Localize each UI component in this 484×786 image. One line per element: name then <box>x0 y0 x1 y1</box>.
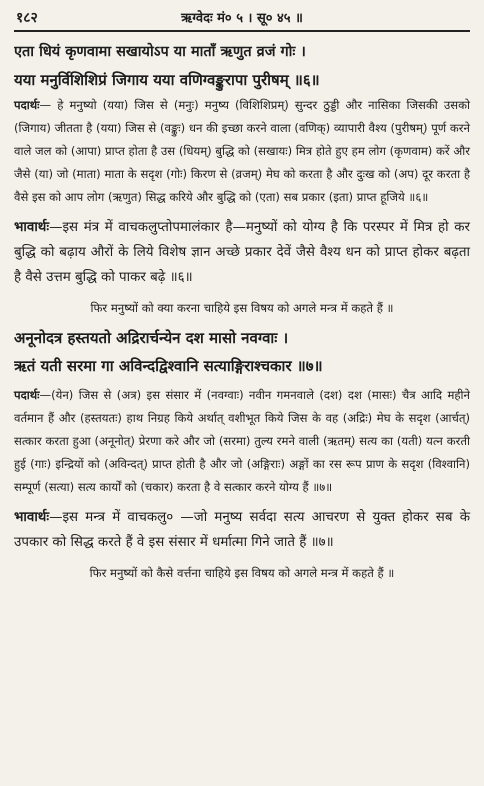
bhavartha-7-text: —इस मन्त्र में वाचकलु० —जो मनुष्य सर्वदा सत्य आचरण से युक्त होकर सब के उपकार को सिद्ध करते हैं वे इस संसार में धर्मात्मा गिने जाते हैं ॥७॥ <box>14 510 470 550</box>
transition-note-2: फिर मनुष्यों को कैसे वर्त्तना चाहिये इस विषय को अगले मन्त्र में कहते हैं ॥ <box>89 566 395 580</box>
padartha-7-text: —(येन) जिस से (अत्र) इस संसार में (नवग्वाः) नवीन गमनवाले (दश) दश (मासः) चैत्र आदि महीने वर्तमान हैं और (हस्तयतः) हाथ निग्रह किये अर्थात् वशीभूत किये जिस के वह (अद्रिः) मेघ के सदृश (आर्चत्) सत्कार करता हुआ (अनूनोत्) प्रेरणा करे और जो (सरमा) तुल्य रमने वाली (ऋतम्) सत्य का (यती) यत्न करती हुई (गाः) इन्द्रियों को (अविन्दत्) प्राप्त होती है और जो (अङ्गिराः) अङ्गों का रस रूप प्राण के सदृश (विश्वानि) सम्पूर्ण (सत्या) सत्य कार्यों को (चकार) करता है वे सत्कार करने योग्य हैं ॥७॥ <box>14 388 470 494</box>
padartha-6-text: — हे मनुष्यो (यया) जिस से (मनुः) मनुष्य (विशिशिप्रम्) सुन्दर ठुड्डी और नासिका जिसकी उसको (जिगाय) जीतता है (यया) जिस से (वङ्कुः) धन की इच्छा करने वाला (वणिक्) व्यापारी वैश्य (पुरीषम्) पूर्ण करने वाले जल को (आपा) प्राप्त होता है उस (धियम्) बुद्धि को (सखायः) मित्र होते हुए हम लोग (कृणवाम) करें और जैसे (या) जो (माता) माता के सदृश (गोः) किरण से (व्रजम्) मेघ को करता है और दुःख को (अप) दूर करता है वैसे इस को आप लोग (ऋणुत) सिद्ध करिये और बुद्धि को (एता) सब प्रकार (इता) प्राप्त हूजिये ॥६॥ <box>14 98 470 204</box>
bhavartha-7-lead: भावार्थः <box>14 510 50 525</box>
transition-note-1: फिर मनुष्यों को क्या करना चाहिये इस विषय को अगले मन्त्र में कहते हैं ॥ <box>90 301 394 315</box>
page-number: १८२ <box>16 10 38 26</box>
bhavartha-6-lead: भावार्थः <box>14 220 50 235</box>
padartha-7-lead: पदार्थः <box>14 388 40 402</box>
bhavartha-6 <box>14 215 470 290</box>
bhavartha-7 <box>14 505 470 555</box>
padartha-7 <box>14 384 470 499</box>
page-header <box>14 4 470 30</box>
verse-7-line-1: अनूनोदत्र हस्तयतो अद्रिरार्चन्येन दश मासो नवग्वाः । <box>14 329 289 347</box>
verse-7-line-2: ऋतं यती सरमा गा अविन्दद्विश्वानि सत्याङ्गिराश्चकार ॥७॥ <box>14 357 323 375</box>
padartha-6-lead: पदार्थः <box>14 98 40 112</box>
verse-6-line-2: यया मनुर्विशिशिप्रं जिगाय यया वणिग्वङ्कुरापा पुरीषम् ॥६॥ <box>14 71 320 89</box>
bhavartha-6-text: —इस मंत्र में वाचकलुप्तोपमालंकार है—मनुष्यों को योग्य है कि परस्पर में मित्र हो कर बुद्धि को बढ़ाय औरों के लिये विशेष ज्ञान अच्छे प्रकार देवें जैसे वैश्य धन को प्राप्त होकर बढ़ता है वैसे उत्तम बुद्धि को पाकर बढ़े ॥६॥ <box>14 220 470 285</box>
padartha-6 <box>14 94 470 209</box>
running-head: ऋग्वेदः मं० ५ । सू० ४५ ॥ <box>181 11 303 26</box>
header-rule <box>14 30 470 32</box>
verse-6-line-1: एता धियं कृणवामा सखायोऽप या माताँ ऋणुत व्रजं गोः । <box>14 43 306 60</box>
